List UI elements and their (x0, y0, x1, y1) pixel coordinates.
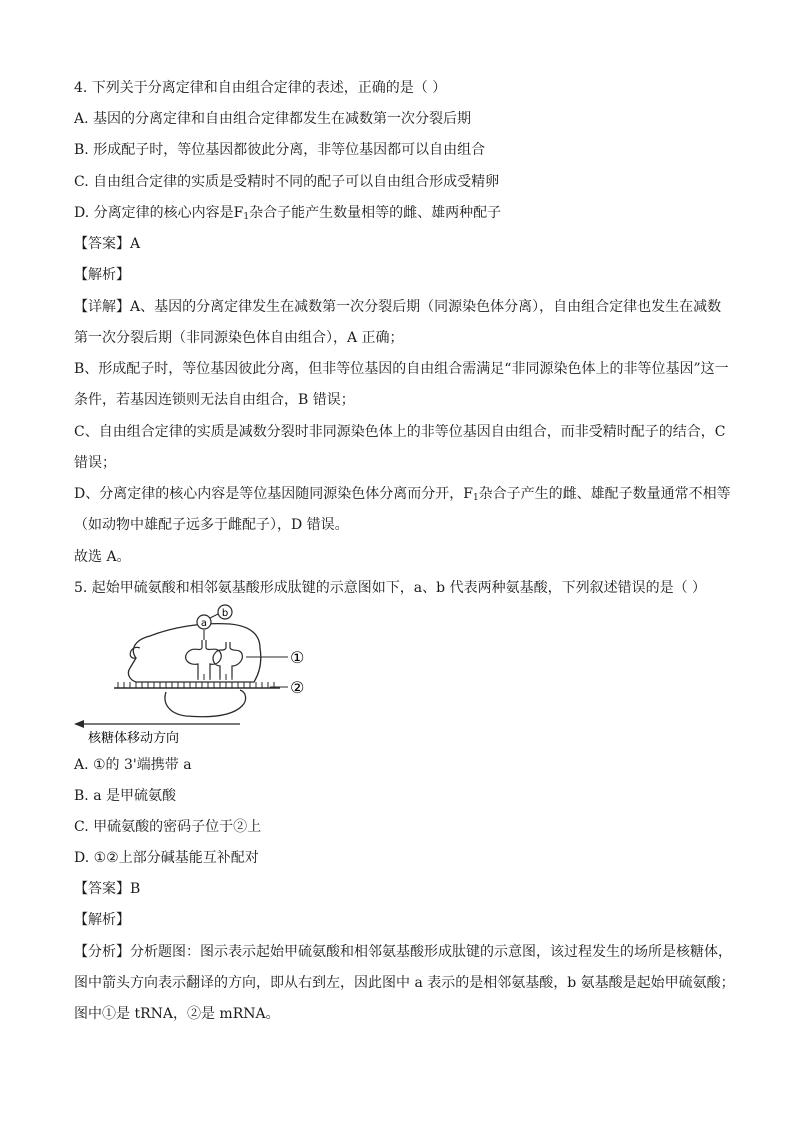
mrna-bases (118, 682, 274, 688)
q5-answer: 【答案】B (74, 881, 141, 897)
q5-option-d: D. ①②上部分碱基能互补配对 (74, 850, 259, 866)
arrow-head-icon (74, 720, 84, 728)
q5-stem: 5. 起始甲硫氨酸和相邻氨基酸形成肽键的示意图如下，a、b 代表两种氨基酸，下列叙述错误的是（ ） (74, 580, 707, 596)
q4-detail-line: 【详解】A、基因的分离定律发生在减数第一次分裂后期（同源染色体分离），自由组合定律也发生在减数 (74, 299, 722, 315)
label-2: ② (290, 678, 305, 697)
ribosome-translation-figure (70, 600, 330, 748)
q5-option-c: C. 甲硫氨酸的密码子位于②上 (74, 819, 262, 835)
label-1: ① (290, 648, 305, 667)
q4-detail-line: B、形成配子时，等位基因彼此分离，但非等位基因的自由组合需满足“非同源染色体上的非等位基因”这一 (74, 361, 729, 377)
q4-answer: 【答案】A (74, 236, 141, 252)
q4-detail-line: C、自由组合定律的实质是减数分裂时非同源染色体上的非等位基因自由组合，而非受精时配子的结合，C (74, 424, 726, 440)
q4-detail-d: D、分离定律的核心内容是等位基因随同源染色体分离而分开，$F_1$杂合子产生的雌、雄配子数量通常不相等 (74, 486, 731, 503)
q4-stem: 4. 下列关于分离定律和自由组合定律的表述，正确的是（ ） (74, 80, 447, 96)
ribosome-small-subunit (165, 690, 246, 717)
q5-option-b: B. a 是甲硫氨酸 (74, 788, 176, 804)
q4-option-b: B. 形成配子时，等位基因都彼此分离，非等位基因都可以自由组合 (74, 142, 486, 158)
q5-option-a: A. ①的 3'端携带 a (74, 757, 192, 773)
q4-detail-d-line2: （如动物中雄配子远多于雌配子），D 错误。 (74, 517, 349, 533)
q4-option-d: D. 分离定律的核心内容是$F_1$杂合子能产生数量相等的雌、雄两种配子 (74, 205, 502, 222)
amino-acid-b-label: b (221, 608, 229, 619)
q4-option-a: A. 基因的分离定律和自由组合定律都发生在减数第一次分裂后期 (74, 111, 472, 127)
q4-detail-line: 错误； (74, 455, 116, 471)
q5-analysis-line: 图中箭头方向表示翻译的方向，即从右到左，因此图中 a 表示的是相邻氨基酸，b 氨基酸是起始甲硫氨酸； (74, 975, 735, 991)
q4-detail-line: 条件，若基因连锁则无法自由组合，B 错误； (74, 392, 355, 408)
q5-analysis-head: 【解析】 (74, 912, 130, 928)
q4-detail-line: 第一次分裂后期（非同源染色体自由组合），A 正确； (74, 330, 404, 346)
q4-analysis-head: 【解析】 (74, 267, 130, 283)
q4-option-c: C. 自由组合定律的实质是受精时不同的配子可以自由组合形成受精卵 (74, 174, 500, 190)
q5-analysis-line: 【分析】分析题图：图示表示起始甲硫氨酸和相邻氨基酸形成肽键的示意图，该过程发生的场所是核糖体， (74, 944, 732, 960)
peptide-bond (210, 614, 218, 618)
arrow-caption: 核糖体移动方向 (88, 731, 180, 746)
amino-acid-a-label: a (200, 618, 208, 629)
q5-analysis-line: 图中①是 tRNA，②是 mRNA。 (74, 1006, 280, 1022)
q4-conclusion: 故选 A。 (74, 549, 131, 565)
